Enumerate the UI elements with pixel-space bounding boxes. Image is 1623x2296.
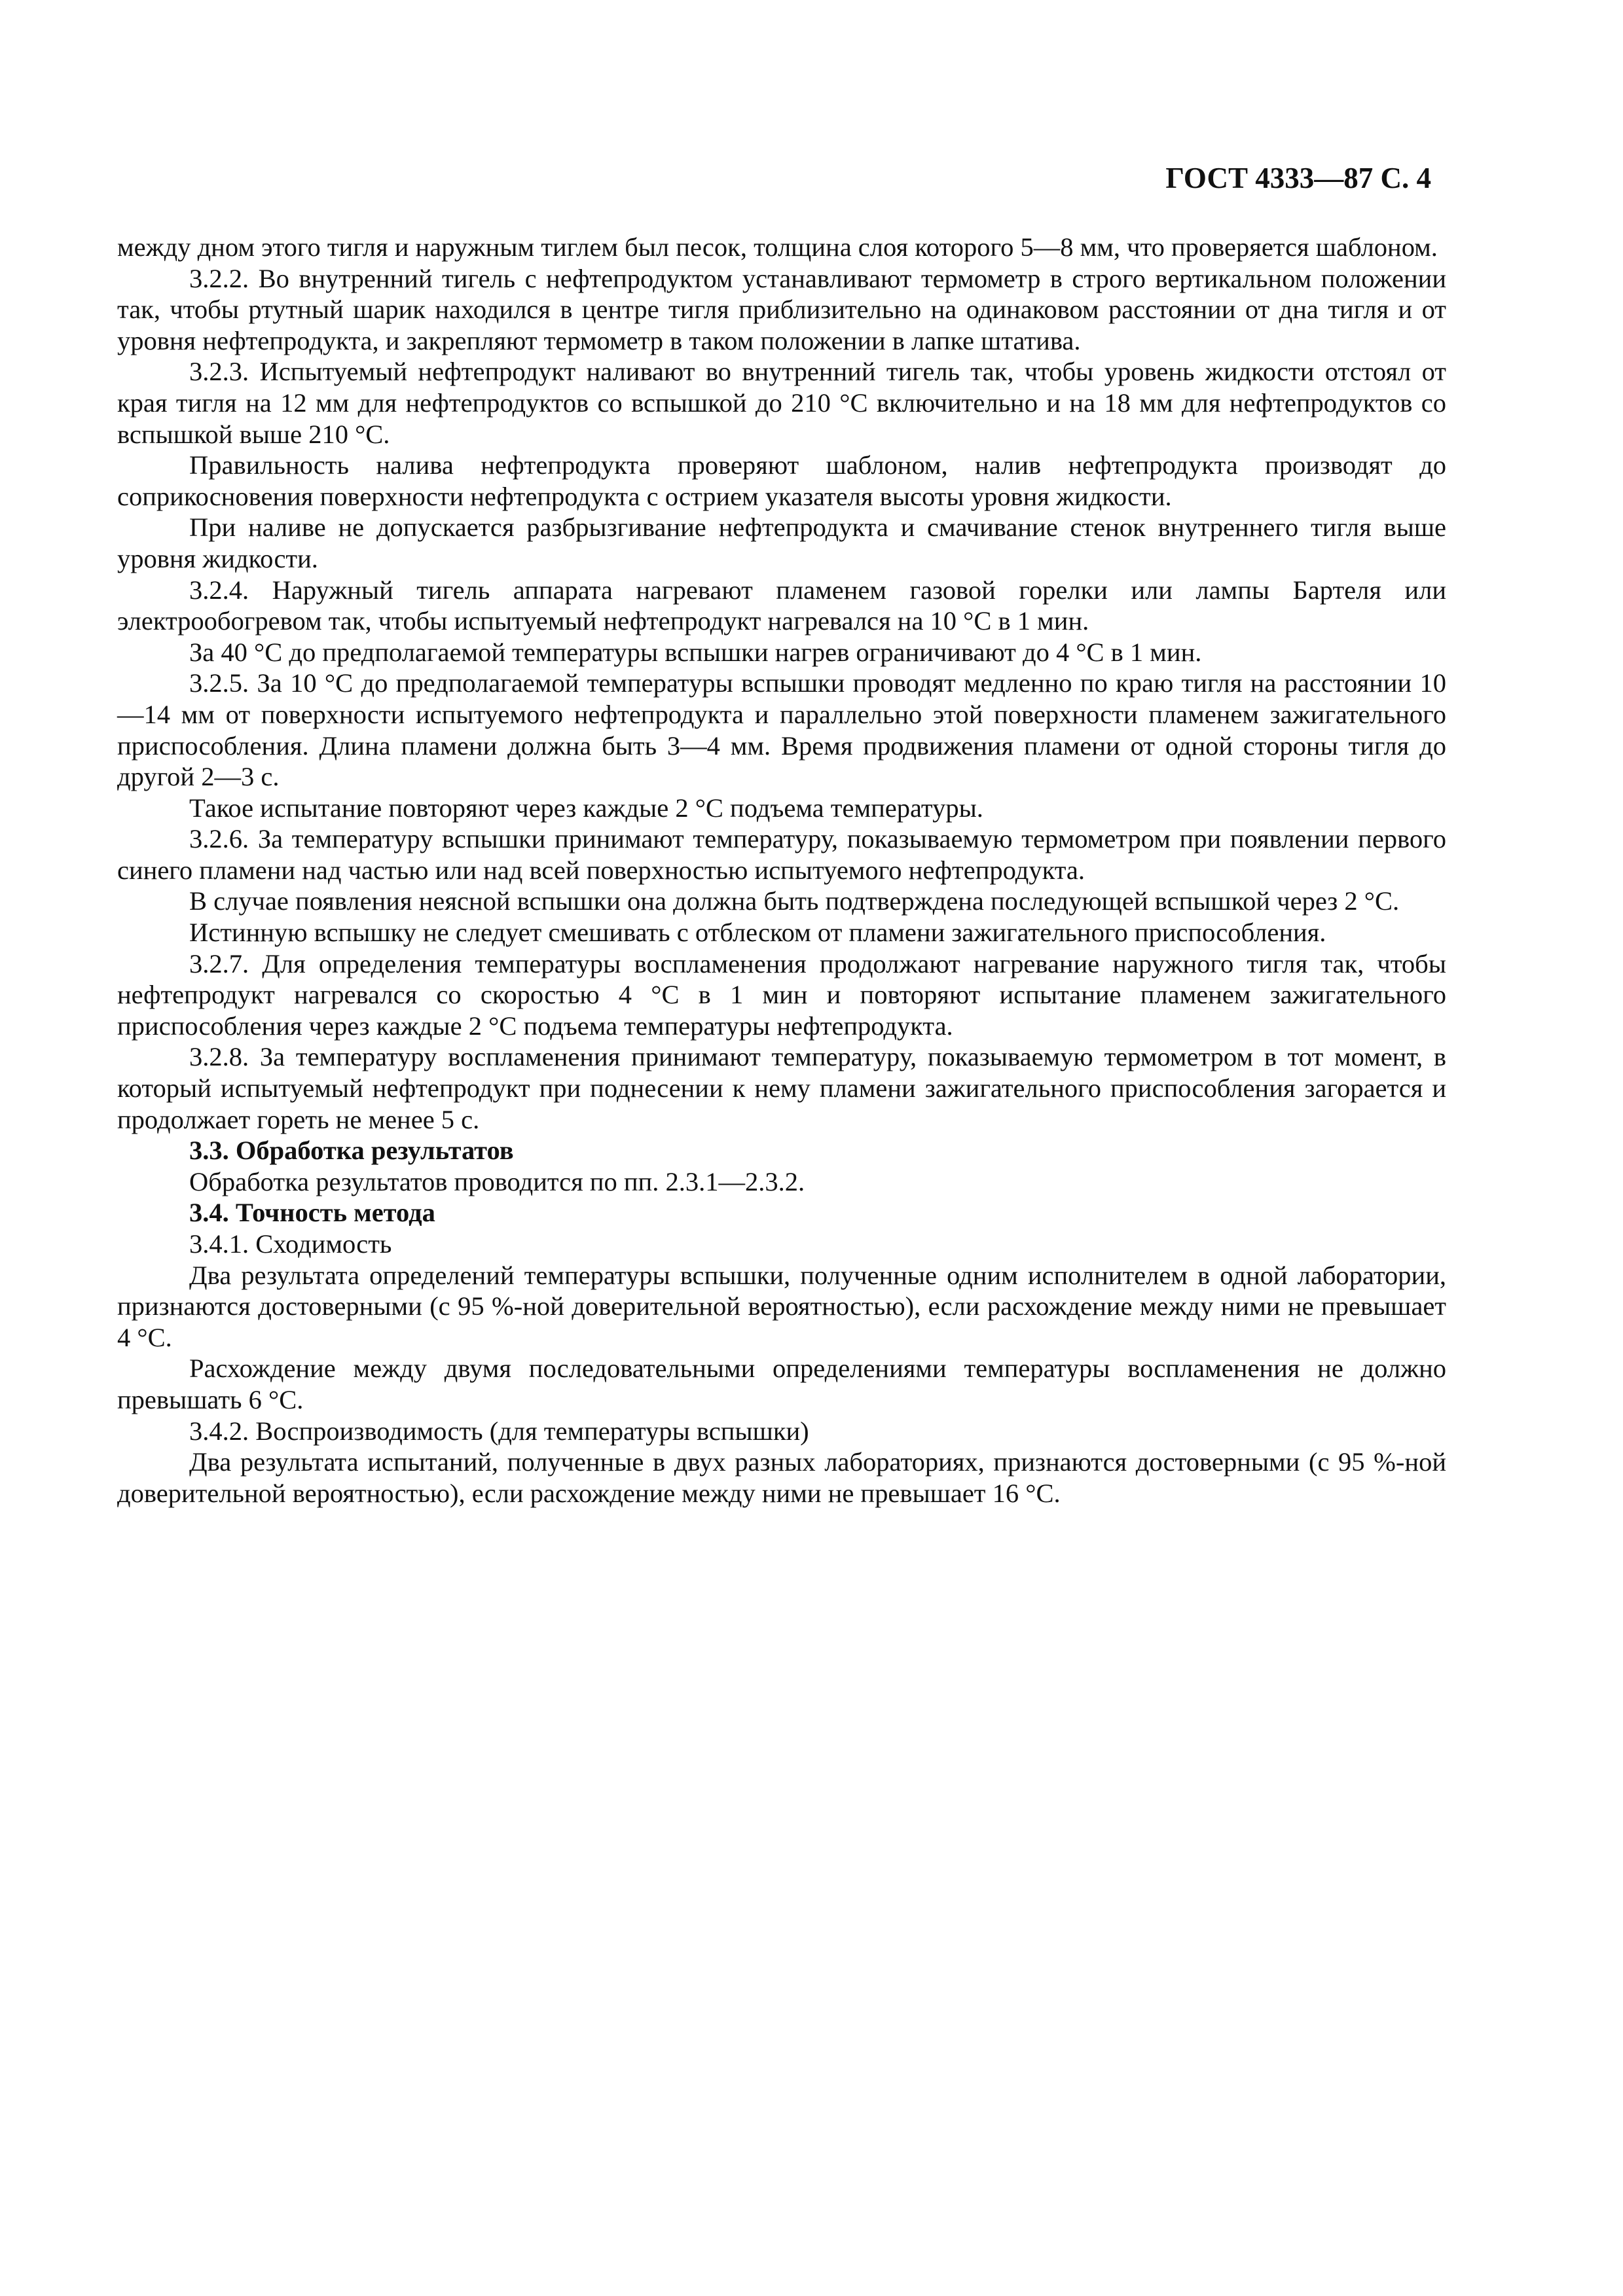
- document-body: [117, 232, 1446, 1509]
- paragraph: За 40 °С до предполагаемой температуры вспышки нагрев ограничивают до 4 °С в 1 мин.: [189, 637, 1202, 667]
- paragraph: 3.2.4. Наружный тигель аппарата нагревают пламенем газовой горелки или лампы Бартеля или электрообогревом так, чтобы испытуемый нефтепродукт нагревался на 10 °С в 1 мин.: [117, 575, 1446, 636]
- paragraph: Обработка результатов проводится по пп. 2.3.1—2.3.2.: [189, 1166, 805, 1196]
- paragraph: Два результата испытаний, полученные в двух разных лабораториях, признаются достоверными (с 95 %-ной доверительной вероятностью), если расхождение между ними не превышает 16 °С.: [117, 1447, 1446, 1508]
- section-heading: 3.3. Обработка результатов: [189, 1136, 514, 1166]
- paragraph: При наливе не допускается разбрызгивание нефтепродукта и смачивание стенок внутреннего тигля выше уровня жидкости.: [117, 512, 1446, 573]
- paragraph: 3.4.1. Сходимость: [189, 1229, 392, 1259]
- paragraph: Правильность налива нефтепродукта проверяют шаблоном, налив нефтепродукта производят до соприкосновения поверхности нефтепродукта с острием указателя высоты уровня жидкости.: [117, 450, 1446, 511]
- page-header: ГОСТ 4333—87 С. 4: [1165, 162, 1431, 194]
- paragraph: 3.2.7. Для определения температуры воспламенения продолжают нагревание наружного тигля так, чтобы нефтепродукт нагревался со скоростью 4 °С в 1 мин и повторяют испытание пламенем зажигательного приспособления через каждые 2 °С подъема температуры нефтепродукта.: [117, 948, 1446, 1041]
- paragraph: В случае появления неясной вспышки она должна быть подтверждена последующей вспышкой через 2 °С.: [189, 886, 1400, 916]
- paragraph: 3.2.8. За температуру воспламенения принимают температуру, показываемую термометром в тот момент, в который испытуемый нефтепродукт при поднесении к нему пламени зажигательного приспособления загорается и продолжает гореть не менее 5 с.: [117, 1042, 1446, 1134]
- paragraph: Такое испытание повторяют через каждые 2 °С подъема температуры.: [189, 793, 983, 823]
- paragraph: между дном этого тигля и наружным тиглем был песок, толщина слоя которого 5—8 мм, что проверяется шаблоном.: [117, 232, 1438, 262]
- paragraph: 3.2.5. За 10 °С до предполагаемой температуры вспышки проводят медленно по краю тигля на расстоянии 10—14 мм от поверхности испытуемого нефтепродукта и параллельно этой поверхности пламенем зажигательного приспособления. Длина пламени должна быть 3—4 мм. Время продвижения пламени от одной стороны тигля до другой 2—3 с.: [117, 668, 1446, 792]
- paragraph: 3.2.6. За температуру вспышки принимают температуру, показываемую термометром при появлении первого синего пламени над частью или над всей поверхностью испытуемого нефтепродукта.: [117, 824, 1446, 885]
- paragraph: 3.2.2. Во внутренний тигель с нефтепродуктом устанавливают термометр в строго вертикальном положении так, чтобы ртутный шарик находился в центре тигля приблизительно на одинаковом расстоянии от дна тигля и от уровня нефтепродукта, и закрепляют термометр в таком положении в лапке штатива.: [117, 263, 1446, 355]
- paragraph: 3.2.3. Испытуемый нефтепродукт наливают во внутренний тигель так, чтобы уровень жидкости отстоял от края тигля на 12 мм для нефтепродуктов со вспышкой до 210 °С включительно и на 18 мм для нефтепродуктов со вспышкой выше 210 °С.: [117, 357, 1446, 449]
- paragraph: 3.4.2. Воспроизводимость (для температуры вспышки): [189, 1416, 809, 1446]
- section-heading: 3.4. Точность метода: [189, 1198, 435, 1228]
- paragraph: Истинную вспышку не следует смешивать с отблеском от пламени зажигательного приспособления.: [189, 918, 1326, 948]
- paragraph: Два результата определений температуры вспышки, полученные одним исполнителем в одной лаборатории, признаются достоверными (с 95 %-ной доверительной вероятностью), если расхождение между ними не превышает 4 °С.: [117, 1260, 1446, 1352]
- paragraph: Расхождение между двумя последовательными определениями температуры воспламенения не должно превышать 6 °С.: [117, 1354, 1446, 1414]
